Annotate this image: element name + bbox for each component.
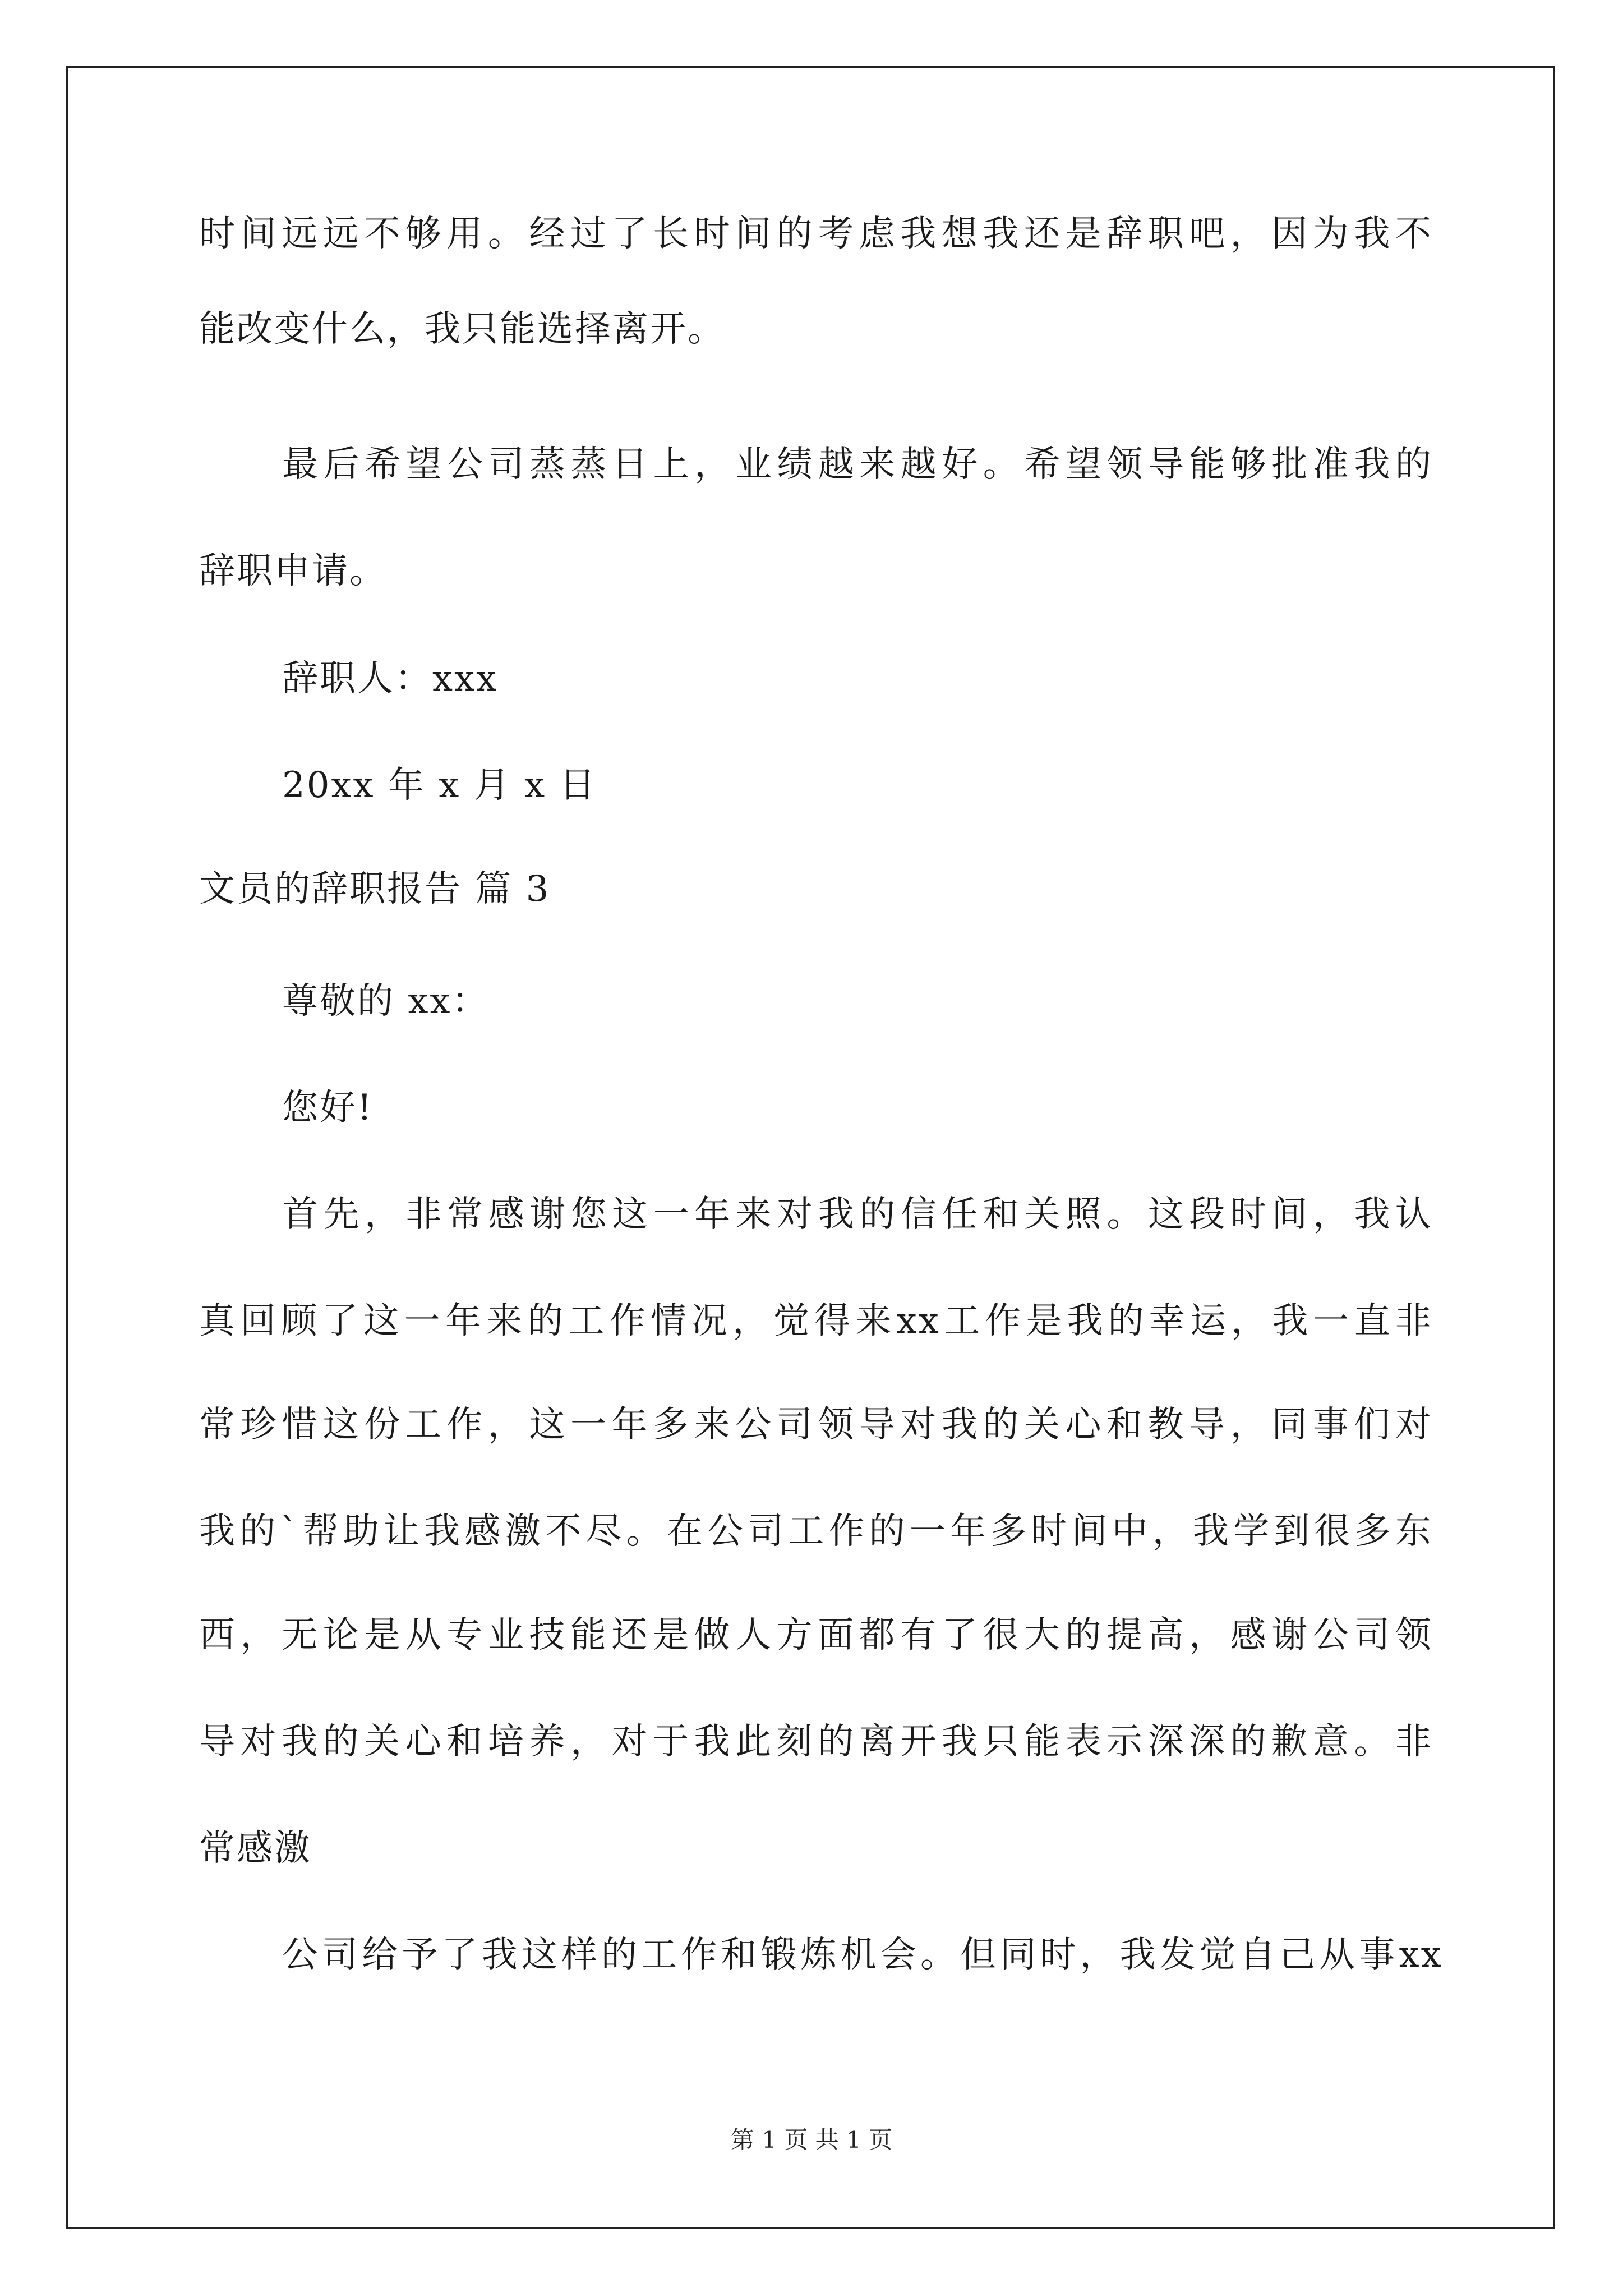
body-line-16: 常感激 — [199, 1828, 312, 1869]
body-line-17: 公 司 给 予 了 我 这 样 的 工 作 和 锻 炼 机 会 。 但 同 时 ， 我 发 觉 自 己 从 事 xx — [282, 1934, 1443, 1976]
body-line-4: 辞职申请。 — [199, 550, 387, 592]
signature-line: 辞职人：xxx — [282, 658, 499, 700]
page-border — [66, 66, 1555, 2229]
body-line-12: 常 珍 惜 这 份 工 作 ， 这 一 年 多 来 公 司 领 导 对 我 的 关 心 和 教 导 ， 同 事 们 对 — [199, 1404, 1433, 1446]
body-line-11: 真 回 顾 了 这 一 年 来 的 工 作 情 况 ， 觉 得 来 xx 工 作 是 我 的 幸 运 ， 我 一 直 非 — [199, 1300, 1433, 1342]
body-line-15: 导 对 我 的 关 心 和 培 养 ， 对 于 我 此 刻 的 离 开 我 只 能 表 示 深 深 的 歉 意 。 非 — [199, 1721, 1433, 1763]
greeting: 您好! — [282, 1087, 374, 1129]
body-line-1: 时 间 远 远 不 够 用 。 经 过 了 长 时 间 的 考 虑 我 想 我 还 是 辞 职 吧 ， 因 为 我 不 — [199, 213, 1433, 255]
page-footer: 第 1 页 共 1 页 — [730, 2126, 893, 2154]
salutation: 尊敬的 xx： — [282, 981, 490, 1022]
body-line-10: 首 先 ， 非 常 感 谢 您 这 一 年 来 对 我 的 信 任 和 关 照 。 这 段 时 间 ， 我 认 — [282, 1194, 1433, 1235]
body-line-2: 能改变什么，我只能选择离开。 — [199, 309, 725, 350]
body-line-3: 最 后 希 望 公 司 蒸 蒸 日 上 ， 业 绩 越 来 越 好 。 希 望 领 导 能 够 批 准 我 的 — [282, 444, 1433, 485]
date-line: 20xx 年 x 月 x 日 — [282, 765, 597, 806]
body-line-14: 西 ， 无 论 是 从 专 业 技 能 还 是 做 人 方 面 都 有 了 很 大 的 提 高 ， 感 谢 公 司 领 — [199, 1614, 1433, 1656]
section-heading: 文员的辞职报告 篇 3 — [199, 868, 551, 910]
body-line-13: 我 的 ` 帮 助 让 我 感 激 不 尽 。 在 公 司 工 作 的 一 年 多 时 间 中 ， 我 学 到 很 多 东 — [199, 1511, 1433, 1552]
